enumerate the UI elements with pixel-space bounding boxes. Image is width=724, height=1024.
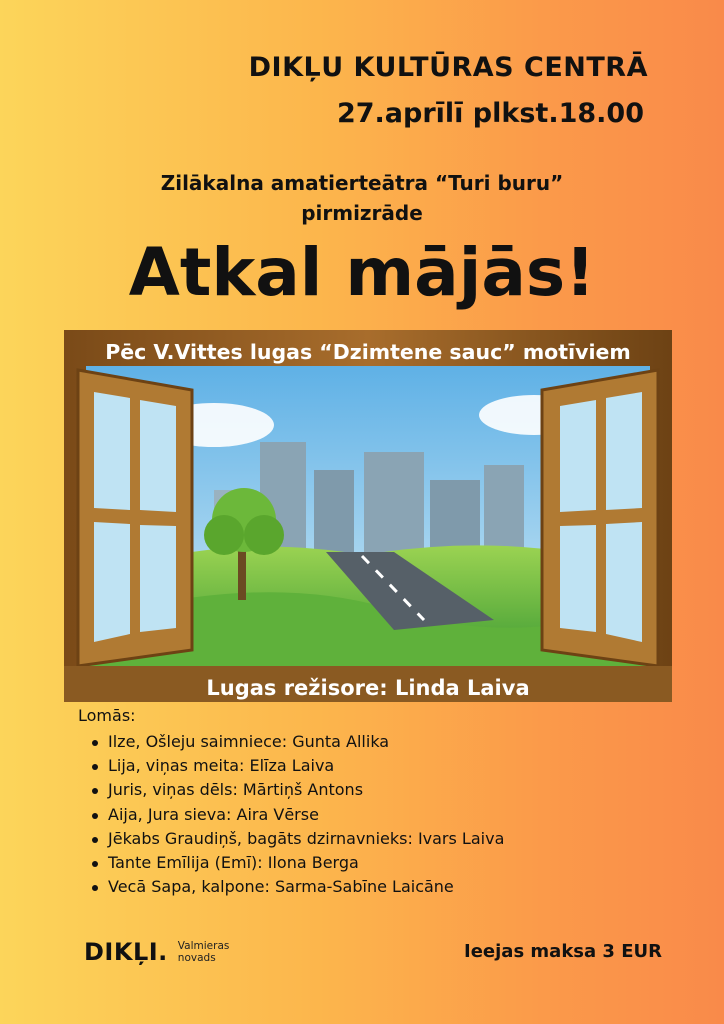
logo-wordmark: DIKĻI. [84,938,168,966]
cast-item: Juris, viņas dēls: Mārtiņš Antons [92,778,504,802]
director-credit: Lugas režisore: Linda Laiva [206,676,530,700]
play-title: Atkal mājās! [128,234,596,311]
window-illustration [64,330,672,702]
play-subtitle: Pēc V.Vittes lugas “Dzimtene sauc” motīviem [105,340,631,364]
cast-item: Vecā Sapa, kalpone: Sarma-Sabīne Laicāne [92,875,504,899]
open-window-image [64,330,672,702]
venue-heading: DIKĻU KULTŪRAS CENTRĀ [248,52,648,83]
entry-fee: Ieejas maksa 3 EUR [464,941,662,962]
logo-sub-line1: Valmieras [177,940,230,952]
troupe-intro [0,168,724,228]
logo-sub-line2: novads [177,952,216,964]
cast-list [92,730,504,899]
cast-item: Jēkabs Graudiņš, bagāts dzirnavnieks: Ivars Laiva [92,827,504,851]
roles-heading: Lomās: [78,706,136,725]
cast-item: Ilze, Ošleju saimniece: Gunta Allika [92,730,504,754]
premiere-label: pirmizrāde [301,201,423,225]
cast-item: Lija, viņas meita: Elīza Laiva [92,754,504,778]
dikli-logo [84,938,229,966]
troupe-name: Zilākalna amatierteātra “Turi buru” [160,171,564,195]
logo-subtitle [178,940,230,964]
event-datetime: 27.aprīlī plkst.18.00 [336,98,644,129]
cast-item: Tante Emīlija (Emī): Ilona Berga [92,851,504,875]
cast-item: Aija, Jura sieva: Aira Vērse [92,803,504,827]
